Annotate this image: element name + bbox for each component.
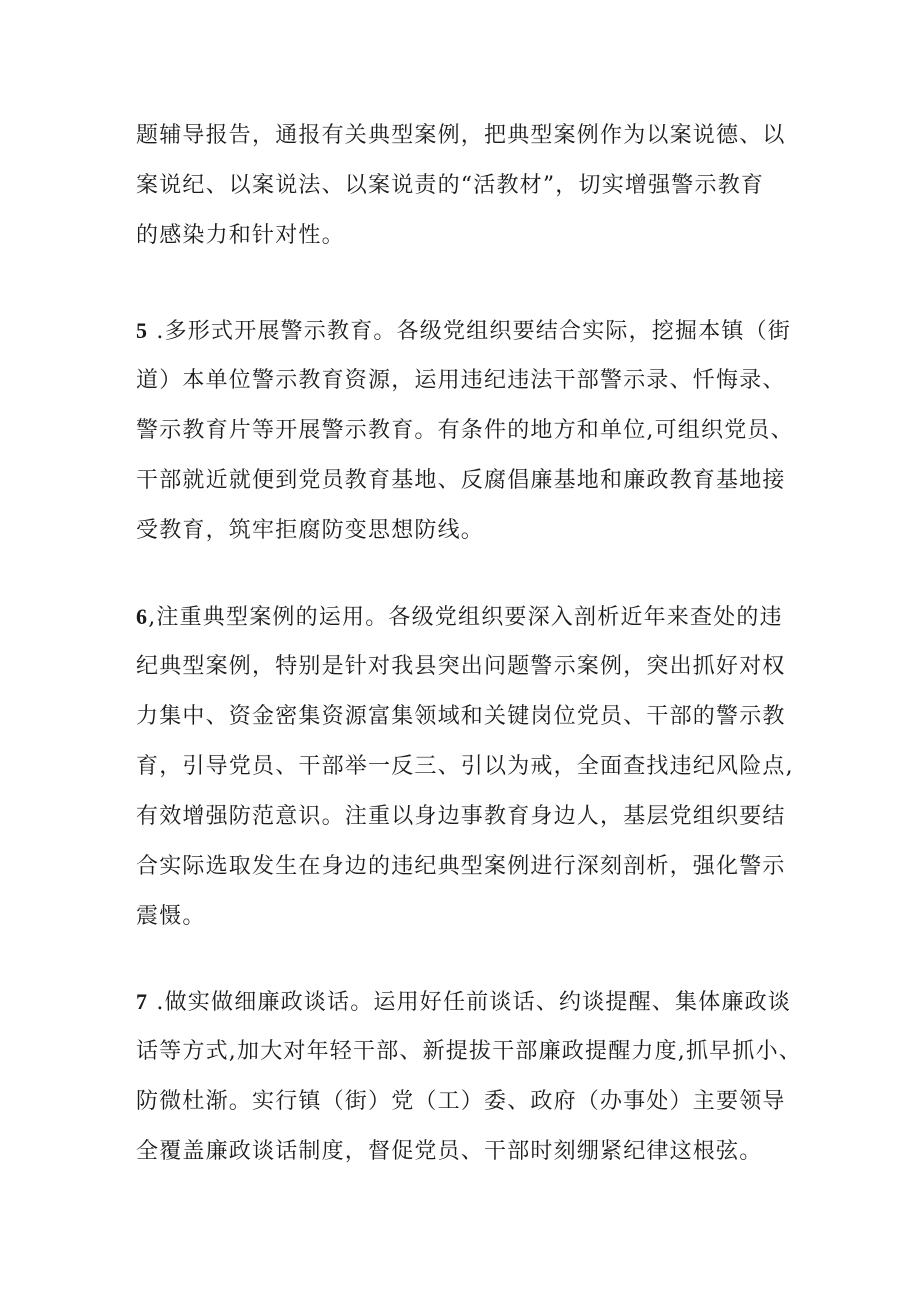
item-number: 6 bbox=[136, 604, 149, 629]
item-number: 5 bbox=[136, 318, 149, 343]
text-line-body: .多形式开展警示教育。各级党组织要结合实际，挖掘本镇（街 bbox=[148, 319, 791, 344]
text-line: 受教育，筑牢拒腐防变思想防线。 bbox=[136, 518, 485, 543]
text-line bbox=[136, 306, 796, 356]
text-line: 力集中、资金密集资源富集领域和关键岗位党员、干部的警示教 bbox=[136, 704, 786, 729]
text-line: 话等方式,加大对年轻干部、新提拔干部廉政提醒力度,抓早抓小、 bbox=[136, 1039, 802, 1064]
text-line-body: .做实做细廉政谈话。运用好任前谈话、约谈提醒、集体廉政谈 bbox=[148, 990, 791, 1015]
text-line bbox=[136, 592, 796, 642]
text-line: 育，引导党员、干部举一反三、引以为戒，全面查找违纪风险点, bbox=[136, 754, 794, 779]
paragraph-case-briefing bbox=[136, 111, 796, 261]
text-line: 纪典型案例，特别是针对我县突出问题警示案例，突出抓好对权 bbox=[136, 654, 786, 679]
text-line: 干部就近就便到党员教育基地、反腐倡廉基地和廉政教育基地接 bbox=[136, 468, 786, 493]
text-line: 的感染力和针对性。 bbox=[136, 223, 345, 248]
text-line: 题辅导报告，通报有关典型案例，把典型案例作为以案说德、以 bbox=[136, 123, 786, 148]
paragraph-item-5 bbox=[136, 306, 796, 556]
paragraph-item-6 bbox=[136, 592, 796, 942]
text-line bbox=[136, 977, 796, 1027]
paragraph-item-7 bbox=[136, 977, 802, 1177]
text-line-body: ,注重典型案例的运用。各级党组织要深入剖析近年来查处的违 bbox=[148, 605, 783, 630]
text-line: 道）本单位警示教育资源，运用违纪违法干部警示录、忏悔录、 bbox=[136, 368, 786, 393]
text-line: 合实际选取发生在身边的违纪典型案例进行深刻剖析，强化警示 bbox=[136, 854, 786, 879]
item-number: 7 bbox=[136, 989, 149, 1014]
text-line: 案说纪、以案说法、以案说责的“活教材”，切实增强警示教育 bbox=[136, 173, 765, 198]
text-line: 全覆盖廉政谈话制度，督促党员、干部时刻绷紧纪律这根弦。 bbox=[136, 1139, 763, 1164]
text-line: 警示教育片等开展警示教育。有条件的地方和单位,可组织党员、 bbox=[136, 418, 794, 443]
text-line: 有效增强防范意识。注重以身边事教育身边人，基层党组织要结 bbox=[136, 804, 786, 829]
text-line: 震慑。 bbox=[136, 904, 206, 929]
text-line: 防微杜渐。实行镇（街）党（工）委、政府（办事处）主要领导 bbox=[136, 1089, 786, 1114]
